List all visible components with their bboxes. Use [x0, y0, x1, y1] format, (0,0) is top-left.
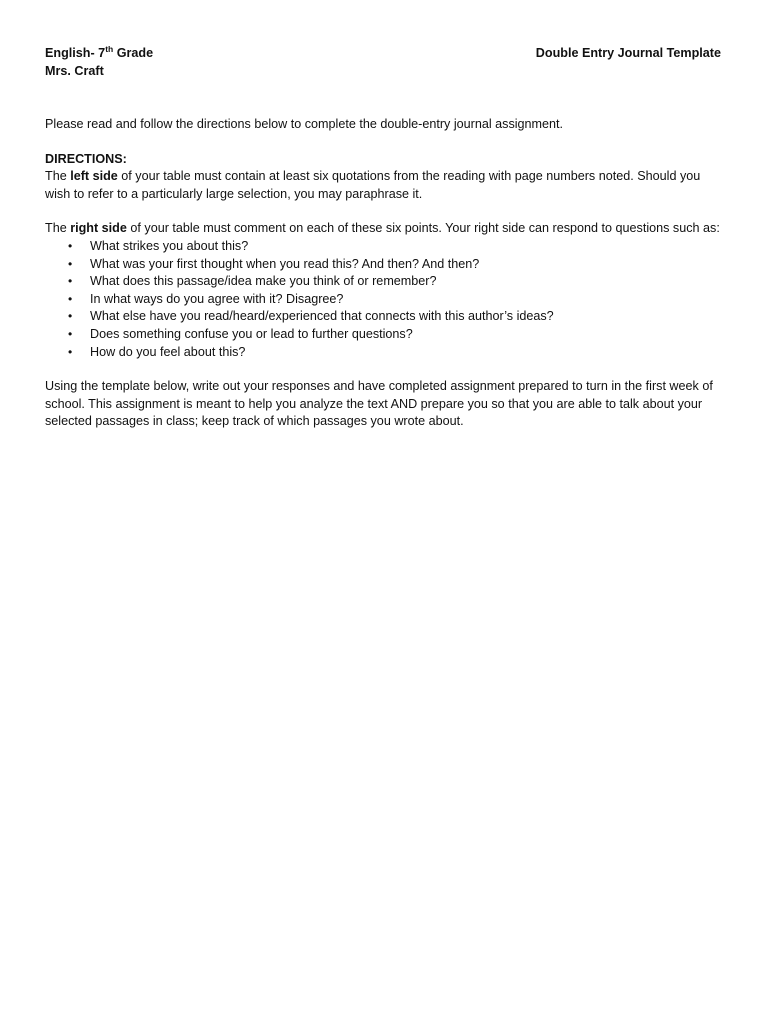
- list-item: [45, 291, 725, 309]
- left-side-emphasis: left side: [70, 169, 118, 184]
- left-side-text-after: of your table must contain at least six quotations from the reading with page numbers noted. Should you wish to refer to a particularly large selection, you may paraphrase it.: [45, 169, 701, 201]
- right-side-emphasis: right side: [70, 221, 127, 236]
- document-body: [45, 116, 725, 431]
- closing-paragraph: Using the template below, write out your responses and have completed assignment prepared to turn in the first week of school. This assignment is meant to help you analyze the text AND prepare you so that you are able to talk about your selected passages in class; keep track of which passages you wrote about.: [45, 379, 713, 429]
- list-item: [45, 273, 725, 291]
- list-item-text: What was your first thought when you read this? And then? And then?: [90, 256, 480, 271]
- document-title: Double Entry Journal Template: [535, 46, 721, 60]
- list-item-text: What does this passage/idea make you think of or remember?: [90, 274, 437, 289]
- left-side-text-before: The: [45, 169, 71, 184]
- right-side-text-after: of your table must comment on each of these six points. Your right side can respond to questions such as:: [126, 221, 720, 236]
- bullet-icon: •: [68, 326, 73, 341]
- list-item: [45, 238, 725, 256]
- list-item-text: In what ways do you agree with it? Disagree?: [90, 291, 344, 306]
- list-item-text: Does something confuse you or lead to further questions?: [90, 326, 413, 341]
- intro-paragraph: Please read and follow the directions below to complete the double-entry journal assignment.: [45, 117, 564, 131]
- teacher-name: Mrs. Craft: [45, 63, 104, 78]
- question-list: [45, 238, 725, 361]
- header-left-block: [45, 45, 153, 80]
- course-ordinal: th: [105, 43, 114, 54]
- bullet-icon: •: [68, 238, 73, 253]
- right-side-paragraph: [45, 220, 725, 238]
- bullet-icon: •: [68, 344, 73, 359]
- course-title: [45, 45, 153, 63]
- bullet-icon: •: [68, 291, 73, 306]
- bullet-icon: •: [68, 309, 73, 324]
- list-item: [45, 308, 725, 326]
- list-item: [45, 256, 725, 274]
- left-side-paragraph: [45, 168, 725, 203]
- directions-heading: DIRECTIONS:: [45, 151, 127, 166]
- course-suffix: Grade: [113, 46, 154, 60]
- right-side-text-before: The: [45, 221, 71, 236]
- list-item-text: What else have you read/heard/experienced that connects with this author’s ideas?: [90, 309, 554, 324]
- list-item: [45, 344, 725, 362]
- bullet-icon: •: [68, 274, 73, 289]
- bullet-icon: •: [68, 256, 73, 271]
- list-item-text: How do you feel about this?: [90, 344, 246, 359]
- document-header: [45, 45, 721, 80]
- list-item: [45, 326, 725, 344]
- course-prefix: English- 7: [45, 46, 106, 60]
- list-item-text: What strikes you about this?: [90, 238, 249, 253]
